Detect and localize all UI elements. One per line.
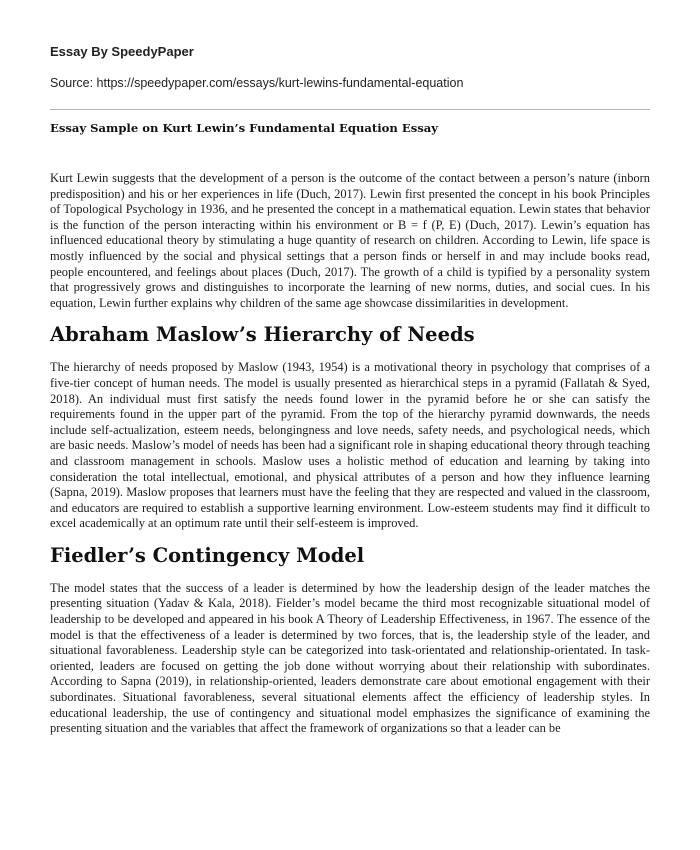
document-header (50, 44, 650, 90)
essay-body (50, 171, 650, 737)
section-paragraph-fiedler: The model states that the success of a leader is determined by how the leadership design of the leader matches the presenting situation (Yadav & Kala, 2018). Fielder’s model became the third most recognizable situational model of leadership to be developed and appeared in his book A Theory of Leadership Effectiveness, in 1967. The essence of the model is that the effectiveness of a leader is determined by two forces, that is, the leadership style of the leader, and situational favorableness. Leadership style can be categorized into task-orientated and relationship-orientated. In task-oriented, leaders are focused on getting the job done without worrying about their relationship with subordinates. According to Sapna (2019), in relationship-oriented, leaders demonstrate care about emotional engagement with their subordinates. Situational favorableness, several situational elements affect the efficiency of leadership styles. In educational leadership, the use of contingency and situational model emphasizes the significance of examining the presenting situation and the variables that affect the framework of organizations so that a leader can be (50, 580, 650, 736)
section-heading-maslow: Abraham Maslow’s Hierarchy of Needs (50, 323, 475, 347)
section-paragraph-maslow: The hierarchy of needs proposed by Maslow (1943, 1954) is a motivational theory in psychology that comprises of a five-tier concept of human needs. The model is usually presented as hierarchical steps in a pyramid (Fallatah & Syed, 2018). An individual must first satisfy the needs found lower in the pyramid before he or she can satisfy the requirements found in the upper part of the pyramid. From the top of the hierarchy pyramid downwards, the needs include self-actualization, esteem needs, belongingness and love needs, safety needs, and psychological needs, which are basic needs. Maslow’s model of needs has been had a significant role in shaping educational theory through teaching and classroom management in schools. Maslow uses a holistic method of education and learning by taking into consideration the total intellectual, emotional, and physical attributes of a person and how they influence learning (Sapna, 2019). Maslow proposes that learners must have the feeling that they are respected and valued in the classroom, and educators are required to establish a supportive learning environment. Low-esteem students may find it difficult to excel academically at an optimum rate until their self-esteem is improved. (50, 360, 650, 531)
site-title: Essay By SpeedyPaper (50, 44, 194, 59)
essay-title: Essay Sample on Kurt Lewin’s Fundamental Equation Essay (50, 121, 439, 135)
header-divider (50, 109, 650, 110)
section-heading-fiedler: Fiedler’s Contingency Model (50, 543, 365, 567)
intro-paragraph: Kurt Lewin suggests that the development of a person is the outcome of the contact between a person’s nature (inborn predisposition) and his or her experiences in life (Duch, 2017). Lewin first presented the concept in his book Principles of Topological Psychology in 1936, and he presented the concept in a mathematical equation. Lewin states that behavior is the function of the person interacting within his environment or B = f (P, E) (Duch, 2017). Lewin’s equation has influenced educational theory by stimulating a huge quantity of research on children. According to Lewin, life space is mostly influenced by the social and physical settings that a person finds or herself in and may include books read, people encountered, and feelings about places (Duch, 2017). The growth of a child is typified by a personality system that progressively grows and distinguishes to incorporate the learning of new norms, duties, and social cues. In his equation, Lewin further explains why children of the same age showcase dissimilarities in development. (50, 171, 650, 310)
source-line: Source: https://speedypaper.com/essays/kurt-lewins-fundamental-equation (50, 76, 464, 90)
